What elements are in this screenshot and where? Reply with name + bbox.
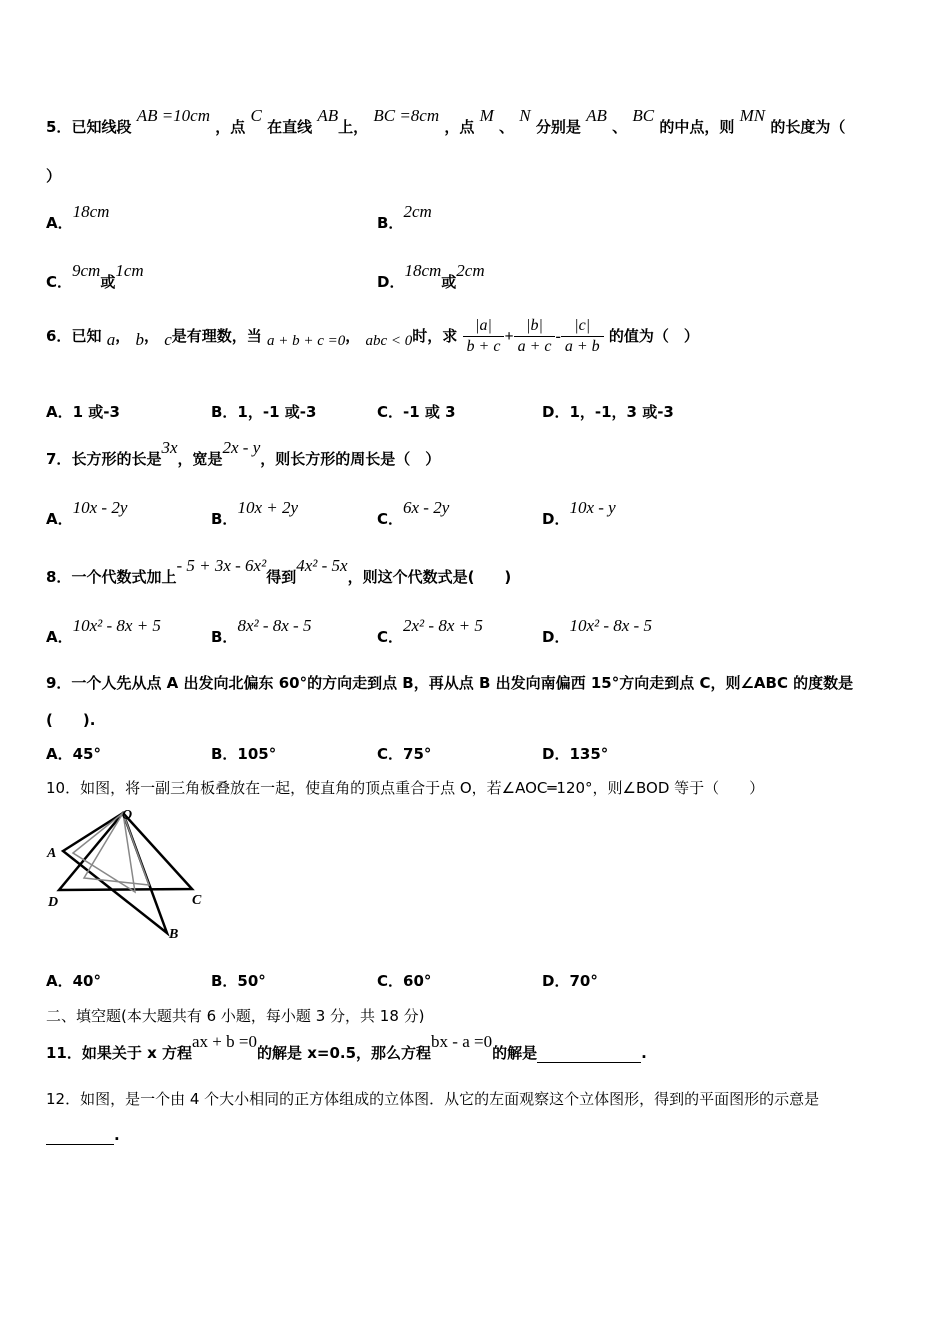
q7-option-c: C．6x - 2y	[377, 498, 450, 528]
q9-option-d: D．135°	[542, 745, 609, 763]
answer-blank[interactable]	[46, 1126, 114, 1145]
q11-stem: 11．如果关于 x 方程ax + b =0的解是 x=0.5，那么方程bx - a =0的解是 .	[46, 1032, 647, 1062]
fraction-c: $\frac{|c|}{a + b}$	[561, 316, 604, 357]
q7-option-d: D．10x - y	[542, 498, 616, 528]
q7-option-b: B．10x + 2y	[211, 498, 298, 528]
q6-option-c: C．-1 或 3	[377, 403, 456, 421]
q10-option-c: C．60°	[377, 972, 432, 990]
q6-option-b: B．1，-1 或-3	[211, 403, 317, 421]
fraction-a: $\frac{|a|}{b + c}$	[463, 316, 505, 357]
q10-option-d: D．70°	[542, 972, 598, 990]
q10-option-b: B．50°	[211, 972, 266, 990]
q6-stem: 6．已知 a， b， c是有理数，当 a + b + c =0， abc < 0时，求 $\frac{|a|}{b + c}$ + $\frac{|b|}{a + c}$ - $\frac{|c|}{a + b}$ 的值为（ ）	[46, 317, 699, 355]
fraction-b: $\frac{|b|}{a + c}$	[514, 316, 556, 357]
q9-option-b: B．105°	[211, 745, 277, 763]
q5-option-a: A．18cm	[46, 202, 110, 232]
q12-stem: 12．如图，是一个由 4 个大小相同的正方体组成的立体图．从它的左面观察这个立体图形，得到的平面图形的示意是	[46, 1090, 820, 1108]
q5-option-d: D．18cm或2cm	[377, 261, 485, 291]
triangle-rulers-figure	[40, 805, 220, 945]
q8-option-d: D．10x² - 8x - 5	[542, 616, 652, 646]
label-d: D	[48, 895, 59, 910]
label-c: C	[192, 893, 202, 908]
q7-stem: 7．长方形的长是3x，宽是2x - y，则长方形的周长是（ ）	[46, 438, 441, 468]
q9-stem-line1: 9．一个人先从点 A 出发向北偏东 60°的方向走到点 B，再从点 B 出发向南偏西 15°方向走到点 C，则∠ABC 的度数是	[46, 674, 854, 692]
q5-line1: 5．已知线段 AB =10cm ，点 C 在直线 AB上， BC =8cm ，点 M 、 N 分别是 AB 、 BC 的中点，则 MN 的长度为（	[46, 106, 846, 136]
q6-option-a: A．1 或-3	[46, 403, 120, 421]
q9-option-a: A．45°	[46, 745, 101, 763]
q5-option-c: C．9cm或1cm	[46, 261, 144, 291]
q9-stem-line2: ( ).	[46, 711, 96, 729]
q12-answer: .	[46, 1126, 120, 1145]
q10-option-a: A．40°	[46, 972, 101, 990]
q7-option-a: A．10x - 2y	[46, 498, 128, 528]
q9-option-c: C．75°	[377, 745, 432, 763]
q8-option-b: B．8x² - 8x - 5	[211, 616, 312, 646]
q8-stem: 8．一个代数式加上- 5 + 3x - 6x²得到4x² - 5x，则这个代数式是( )	[46, 556, 512, 586]
q5-close: ）	[46, 167, 62, 185]
answer-blank[interactable]	[537, 1044, 641, 1063]
label-o: O	[122, 808, 133, 823]
q8-option-a: A．10x² - 8x + 5	[46, 616, 161, 646]
section-title: 二、填空题(本大题共有 6 小题，每小题 3 分，共 18 分)	[46, 1007, 425, 1025]
q6-option-d: D．1，-1，3 或-3	[542, 403, 674, 421]
q10-stem: 10．如图，将一副三角板叠放在一起，使直角的顶点重合于点 O，若∠AOC═120°，则∠BOD 等于（ ）	[46, 779, 765, 797]
q8-option-c: C．2x² - 8x + 5	[377, 616, 483, 646]
label-a: A	[47, 846, 57, 861]
q5-math-ab10: AB =10cm	[136, 106, 210, 125]
label-b: B	[169, 927, 179, 942]
q5-option-b: B．2cm	[377, 202, 432, 232]
